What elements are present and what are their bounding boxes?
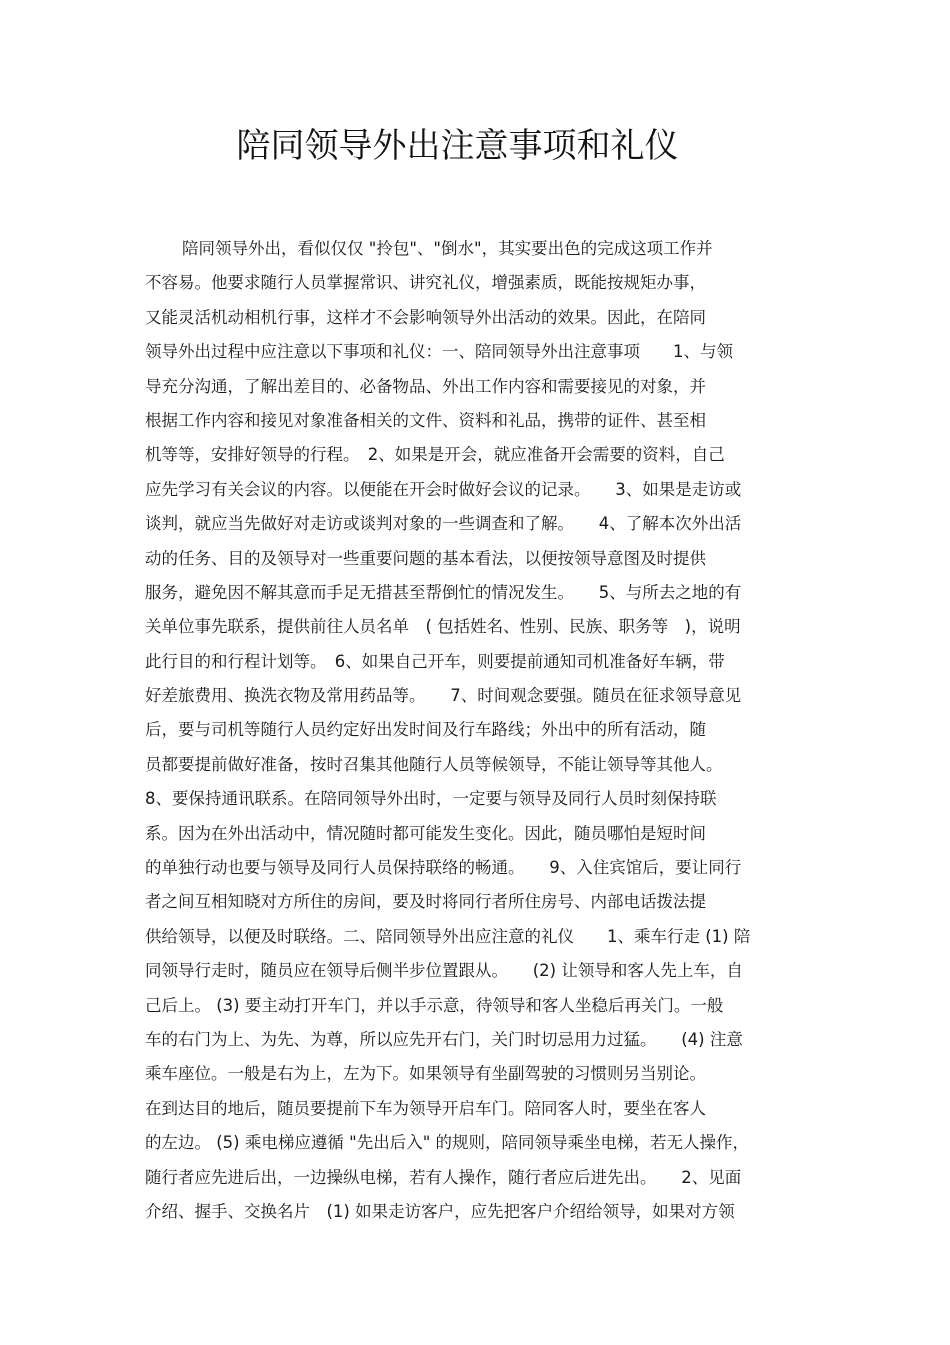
body-line: 同领导行走时，随员应在领导后侧半步位置跟从。 (2) 让领导和客人先上车，自 xyxy=(145,961,743,981)
body-line: 动的任务、目的及领导对一些重要问题的基本看法，以便按领导意图及时提供 xyxy=(145,548,706,568)
body-line: 供给领导，以便及时联络。二、陪同领导外出应注意的礼仪 1、乘车行走 (1) 陪 xyxy=(145,926,751,946)
body-line: 的左边。 (5) 乘电梯应遵循 "先出后入" 的规则，陪同领导乘坐电梯，若无人操作， xyxy=(145,1133,750,1153)
body-line: 根据工作内容和接见对象准备相关的文件、资料和礼品，携带的证件、甚至相 xyxy=(145,410,706,430)
body-line: 又能灵活机动相机行事，这样才不会影响领导外出活动的效果。因此，在陪同 xyxy=(145,307,706,327)
body-line: 服务，避免因不解其意而手足无措甚至帮倒忙的情况发生。 5、与所去之地的有 xyxy=(145,582,742,602)
body-line: 机等等，安排好领导的行程。 2、如果是开会，就应准备开会需要的资料，自己 xyxy=(145,445,725,465)
body-line: 随行者应先进后出，一边操纵电梯，若有人操作，随行者应后进先出。 2、见面 xyxy=(145,1167,742,1187)
body-line: 谈判，就应当先做好对走访或谈判对象的一些调查和了解。 4、了解本次外出活 xyxy=(145,514,742,534)
body-line: 应先学习有关会议的内容。以便能在开会时做好会议的记录。 3、如果是走访或 xyxy=(145,479,742,499)
body-line: 车的右门为上、为先、为尊，所以应先开右门，关门时切忌用力过猛。 (4) 注意 xyxy=(145,1029,743,1049)
body-line: 在到达目的地后，随员要提前下车为领导开启车门。陪同客人时，要坐在客人 xyxy=(145,1098,706,1118)
body-line: 系。因为在外出活动中，情况随时都可能发生变化。因此，随员哪怕是短时间 xyxy=(145,823,706,843)
body-line: 导充分沟通，了解出差目的、必备物品、外出工作内容和需要接见的对象，并 xyxy=(145,376,706,396)
body-line: 后，要与司机等随行人员约定好出发时间及行车路线；外出中的所有活动，随 xyxy=(145,720,706,740)
body-line: 员都要提前做好准备，按时召集其他随行人员等候领导，不能让领导等其他人。 xyxy=(145,754,723,774)
body-line: 介绍、握手、交换名片 (1) 如果走访客户，应先把客户介绍给领导，如果对方领 xyxy=(145,1201,735,1221)
body-line: 乘车座位。一般是右为上，左为下。如果领导有坐副驾驶的习惯则另当别论。 xyxy=(145,1064,706,1084)
body-line: 不容易。他要求随行人员掌握常识、讲究礼仪，增强素质，既能按规矩办事， xyxy=(145,273,706,293)
body-line: 8、要保持通讯联系。在陪同领导外出时，一定要与领导及同行人员时刻保持联 xyxy=(145,789,717,809)
body-line: 关单位事先联系，提供前往人员名单 ( 包括姓名、性别、民族、职务等 )，说明 xyxy=(145,617,741,637)
body-line: 者之间互相知晓对方所住的房间，要及时将同行者所住房号、内部电话拨法提 xyxy=(145,892,706,912)
body-line: 好差旅费用、换洗衣物及常用药品等。 7、时间观念要强。随员在征求领导意见 xyxy=(145,686,742,706)
body-line: 的单独行动也要与领导及同行人员保持联络的畅通。 9、入住宾馆后，要让同行 xyxy=(145,858,742,878)
document-body xyxy=(145,232,815,1229)
body-line: 己后上。 (3) 要主动打开车门，并以手示意，待领导和客人坐稳后再关门。一般 xyxy=(145,995,724,1015)
body-line: 此行目的和行程计划等。 6、如果自己开车，则要提前通知司机准备好车辆，带 xyxy=(145,651,725,671)
body-line: 领导外出过程中应注意以下事项和礼仪：一、陪同领导外出注意事项 1、与领 xyxy=(145,342,733,362)
body-line: 陪同领导外出，看似仅仅 "拎包"、"倒水"，其实要出色的完成这项工作并 xyxy=(182,239,713,258)
page-title: 陪同领导外出注意事项和礼仪 xyxy=(236,126,679,166)
